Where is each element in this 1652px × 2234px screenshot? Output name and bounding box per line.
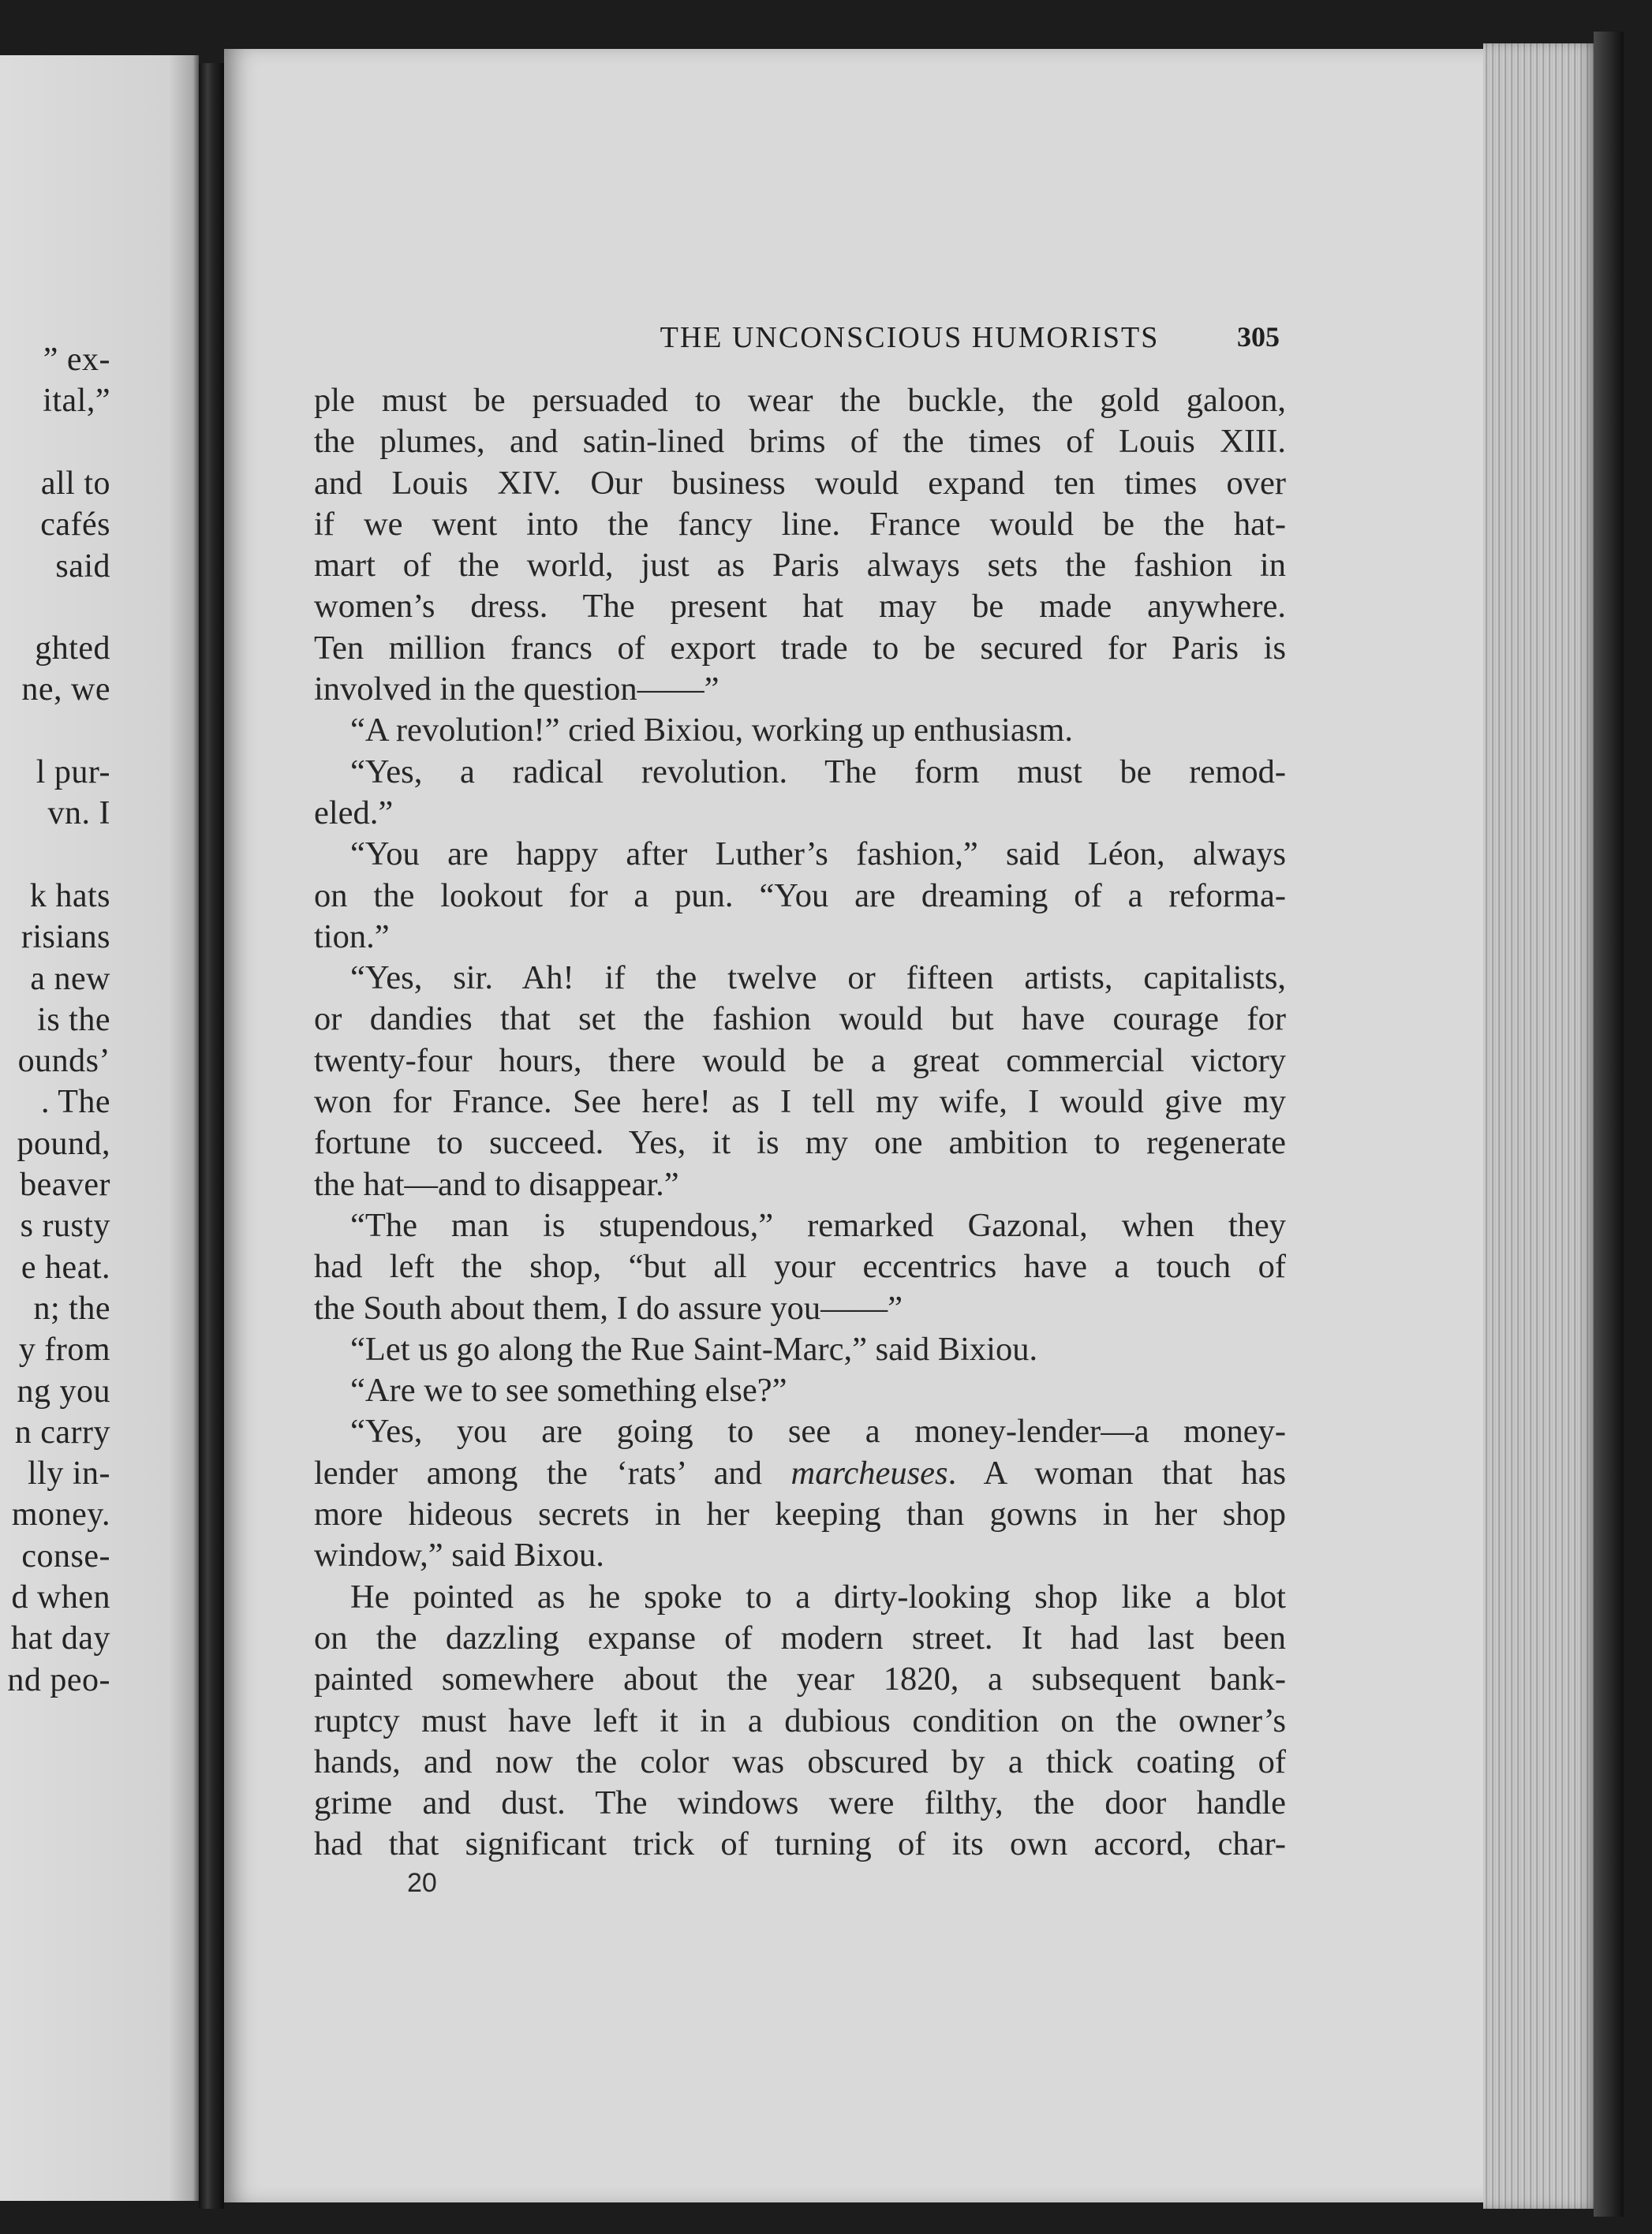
text-line: fortune to succeed. Yes, it is my one ambition to regenerate [314,1124,1286,1162]
text-line: painted somewhere about the year 1820, a subsequent bank- [314,1661,1286,1698]
book-gutter [199,63,224,2209]
left-page-line-fragment: k hats [29,877,110,914]
body-text [314,380,1286,1866]
text-line: had left the shop, “but all your eccentrics have a touch of [314,1248,1286,1286]
text-line: window,” said Bixou. [314,1537,604,1575]
text-line: the South about them, I do assure you——” [314,1289,903,1327]
text-line [314,1453,1286,1494]
left-page-line-fragment: cafés [40,506,110,544]
text-line: had that significant trick of turning of its own accord, char- [314,1825,1286,1863]
text-line: ruptcy must have left it in a dubious condition on the owner’s [314,1702,1286,1739]
page-number: 305 [1237,321,1280,353]
left-page-line-fragment: e heat. [21,1249,110,1286]
text-line: eled.” [314,794,394,831]
text-line: “Yes, a radical revolution. The form must be remod- [350,753,1286,790]
left-page-line-fragment: d when [11,1579,110,1616]
left-page-line-fragment: is the [37,1001,110,1038]
text-run: lender among the ‘rats’ and [314,1454,791,1492]
text-line: “You are happy after Luther’s fashion,” said Léon, always [350,835,1286,873]
text-line: the hat—and to disappear.” [314,1165,679,1203]
text-line: Ten million francs of export trade to be secured for Paris is [314,629,1286,667]
text-line: mart of the world, just as Paris always sets the fashion in [314,547,1286,585]
left-page-line-fragment: beaver [20,1167,110,1203]
text-line: on the lookout for a pun. “You are dreaming of a reforma- [314,876,1286,914]
left-page-line-fragment: l pur- [36,754,110,790]
left-page-line-fragment: nd peo- [7,1661,110,1698]
left-page-line-fragment: said [55,547,110,585]
text-line: and Louis XIV. Our business would expand ten times over [314,464,1286,502]
left-page-line-fragment: n; the [33,1290,110,1327]
text-line: if we went into the fancy line. France would be the hat- [314,505,1286,543]
text-line: involved in the question——” [314,671,719,708]
text-line: grime and dust. The windows were filthy, the door handle [314,1784,1286,1822]
left-page [0,55,199,2201]
left-page-line-fragment: vn. I [47,795,110,832]
left-page-line-fragment: y from [18,1332,110,1369]
text-line: “Yes, sir. Ah! if the twelve or fifteen artists, capitalists, [350,959,1286,997]
left-page-line-fragment: ital,” [43,383,110,420]
left-page-line-fragment: money. [11,1496,110,1534]
left-page-line-fragment: ne, we [21,671,110,708]
text-line: won for France. See here! as I tell my wife, I would give my [314,1083,1286,1121]
text-line: hands, and now the color was obscured by a thick coating of [314,1743,1286,1780]
page-edges [1483,43,1602,2209]
text-line: ple must be persuaded to wear the buckle, the gold galoon, [314,382,1286,419]
left-page-line-fragment: ounds’ [17,1043,110,1080]
left-page-line-fragment: pound, [17,1125,110,1162]
text-line: “Let us go along the Rue Saint-Marc,” said Bixiou. [350,1330,1038,1368]
text-line: “Yes, you are going to see a money-lender—a money- [350,1413,1286,1451]
text-line: the plumes, and satin-lined brims of the times of Louis XIII. [314,423,1286,461]
left-page-line-fragment: all to [40,465,110,502]
text-line: on the dazzling expanse of modern street. It had last been [314,1619,1286,1657]
left-page-line-fragment: n carry [14,1414,110,1451]
text-line: women’s dress. The present hat may be made anywhere. [314,588,1286,626]
left-page-line-fragment: lly in- [28,1455,110,1492]
left-page-line-fragment: hat day [11,1620,110,1657]
italic-word: marcheuses [790,1454,948,1492]
running-head-title: THE UNCONSCIOUS HUMORISTS [660,321,1160,354]
text-run: . A woman that has [947,1454,1286,1492]
text-line: more hideous secrets in her keeping than gowns in her shop [314,1496,1286,1534]
text-line: “Are we to see something else?” [350,1372,787,1410]
left-page-line-fragment: a new [30,960,110,997]
left-page-line-fragment: risians [21,919,110,956]
cover-edge [1594,32,1624,2217]
text-line: He pointed as he spoke to a dirty-looking shop like a blot [350,1578,1286,1616]
text-line: or dandies that set the fashion would but have courage for [314,1000,1286,1038]
left-page-line-fragment: s rusty [20,1208,110,1245]
text-line: “A revolution!” cried Bixiou, working up enthusiasm. [350,712,1073,749]
left-page-line-fragment: . The [40,1084,110,1121]
left-page-line-fragment: ghted [35,630,110,667]
left-page-line-fragment: conse- [21,1537,110,1575]
signature-mark: 20 [407,1868,437,1898]
running-head [224,320,1502,368]
left-page-line-fragment: ” ex- [43,342,110,378]
text-line: tion.” [314,917,390,955]
right-page [224,49,1502,2202]
text-line: twenty-four hours, there would be a great commercial victory [314,1041,1286,1079]
text-line: “The man is stupendous,” remarked Gazonal, when they [350,1206,1286,1244]
left-page-line-fragment: ng you [17,1373,110,1410]
